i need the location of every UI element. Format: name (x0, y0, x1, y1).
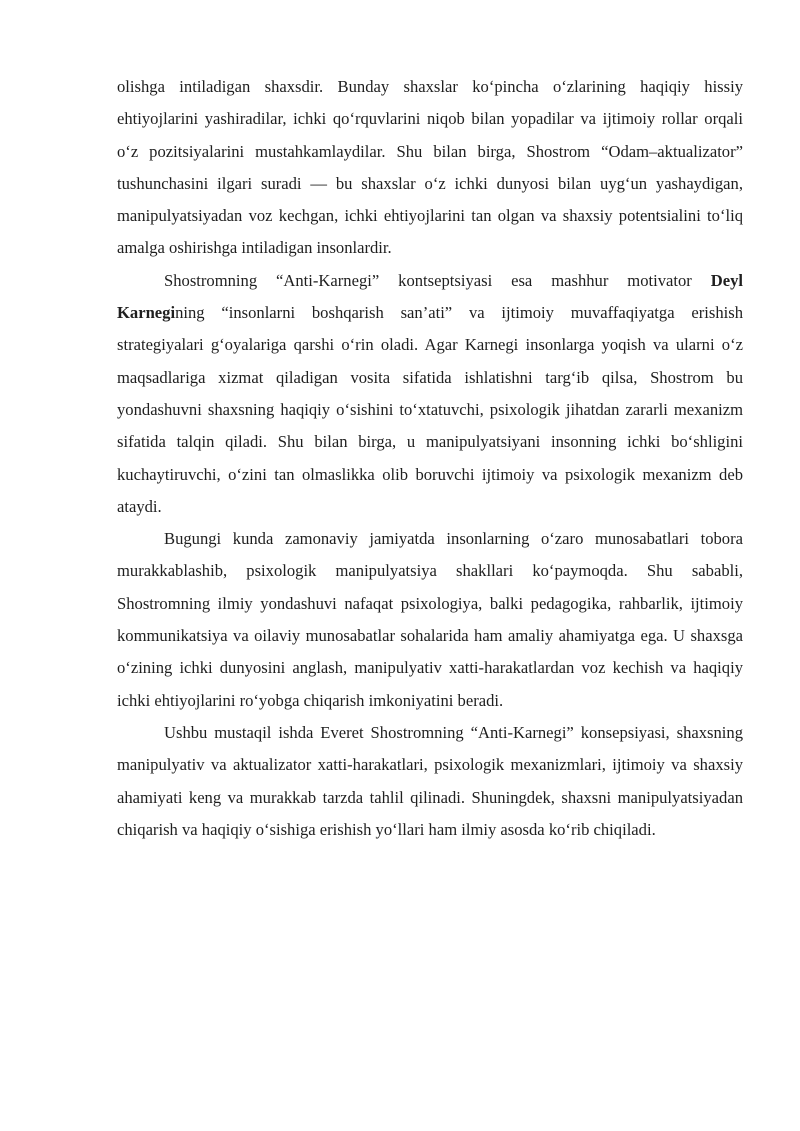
paragraph-4: Ushbu mustaqil ishda Everet Shostromning “Anti-Karnegi” konsepsiyasi, shaxsning manipulyativ va aktualizator xatti-harakatlari, psixologik mexanizmlari, ijtimoiy va shaxsiy ahamiyati keng va murakkab tarzda tahlil qilinadi. Shuningdek, shaxsni manipulyatsiyadan chiqarish va haqiqiy o‘sishiga erishish yo‘llari ham ilmiy asosda ko‘rib chiqiladi. (117, 722, 743, 839)
paragraph-2-bold-name: Deyl Karnegi (117, 270, 743, 323)
paragraph-1: olishga intiladigan shaxsdir. Bunday shaxslar ko‘pincha o‘zlarining haqiqiy hissiy ehtiyojlarini yashiradilar, ichki qo‘rquvlarini niqob bilan yopadilar va ijtimoiy rollar orqali o‘z pozitsiyalarini mustahkamlaydilar. Shu bilan birga, Shostrom “Odam–aktualizator” tushunchasini ilgari suradi — bu shaxslar o‘z ichki dunyosi bilan uyg‘un yashaydigan, manipulyatsiyadan voz kechgan, ichki ehtiyojlarini tan olgan va shaxsiy potentsialini to‘liq amalga oshirishga intiladigan insonlardir. (117, 77, 743, 258)
paragraph-2-text-before: Shostromning “Anti-Karnegi” kontseptsiyasi esa mashhur motivator (164, 270, 711, 290)
paragraph-3: Bugungi kunda zamonaviy jamiyatda insonlarning o‘zaro munosabatlari tobora murakkablashib, psixologik manipulyatsiya shakllari ko‘paymoqda. Shu sababli, Shostromning ilmiy yondashuvi nafaqat psixologiya, balki pedagogika, rahbarlik, ijtimoiy kommunikatsiya va oilaviy munosabatlar sohalarida ham amaliy ahamiyatga ega. U shaxsga o‘zining ichki dunyosini anglash, manipulyativ xatti-harakatlardan voz kechish va haqiqiy ichki ehtiyojlarini ro‘yobga chiqarish imkoniyatini beradi. (117, 529, 743, 710)
paragraph-2-text-after: ning “insonlarni boshqarish san’ati” va ijtimoiy muvaffaqiyatga erishish strategiyalari g‘oyalariga qarshi o‘rin oladi. Agar Karnegi insonlarga yoqish va ularni o‘z maqsadlariga xizmat qiladigan vosita sifatida ishlatishni targ‘ib qilsa, Shostrom bu yondashuvni shaxsning haqiqiy o‘sishini to‘xtatuvchi, psixologik jihatdan zararli mexanizm sifatida talqin qiladi. Shu bilan birga, u manipulyatsiyani insonning ichki bo‘shligini kuchaytiruvchi, o‘zini tan olmaslikka olib boruvchi ijtimoiy va psixologik mexanizm deb ataydi. (117, 303, 743, 516)
paragraph-2 (117, 265, 743, 523)
document-body (117, 71, 743, 846)
